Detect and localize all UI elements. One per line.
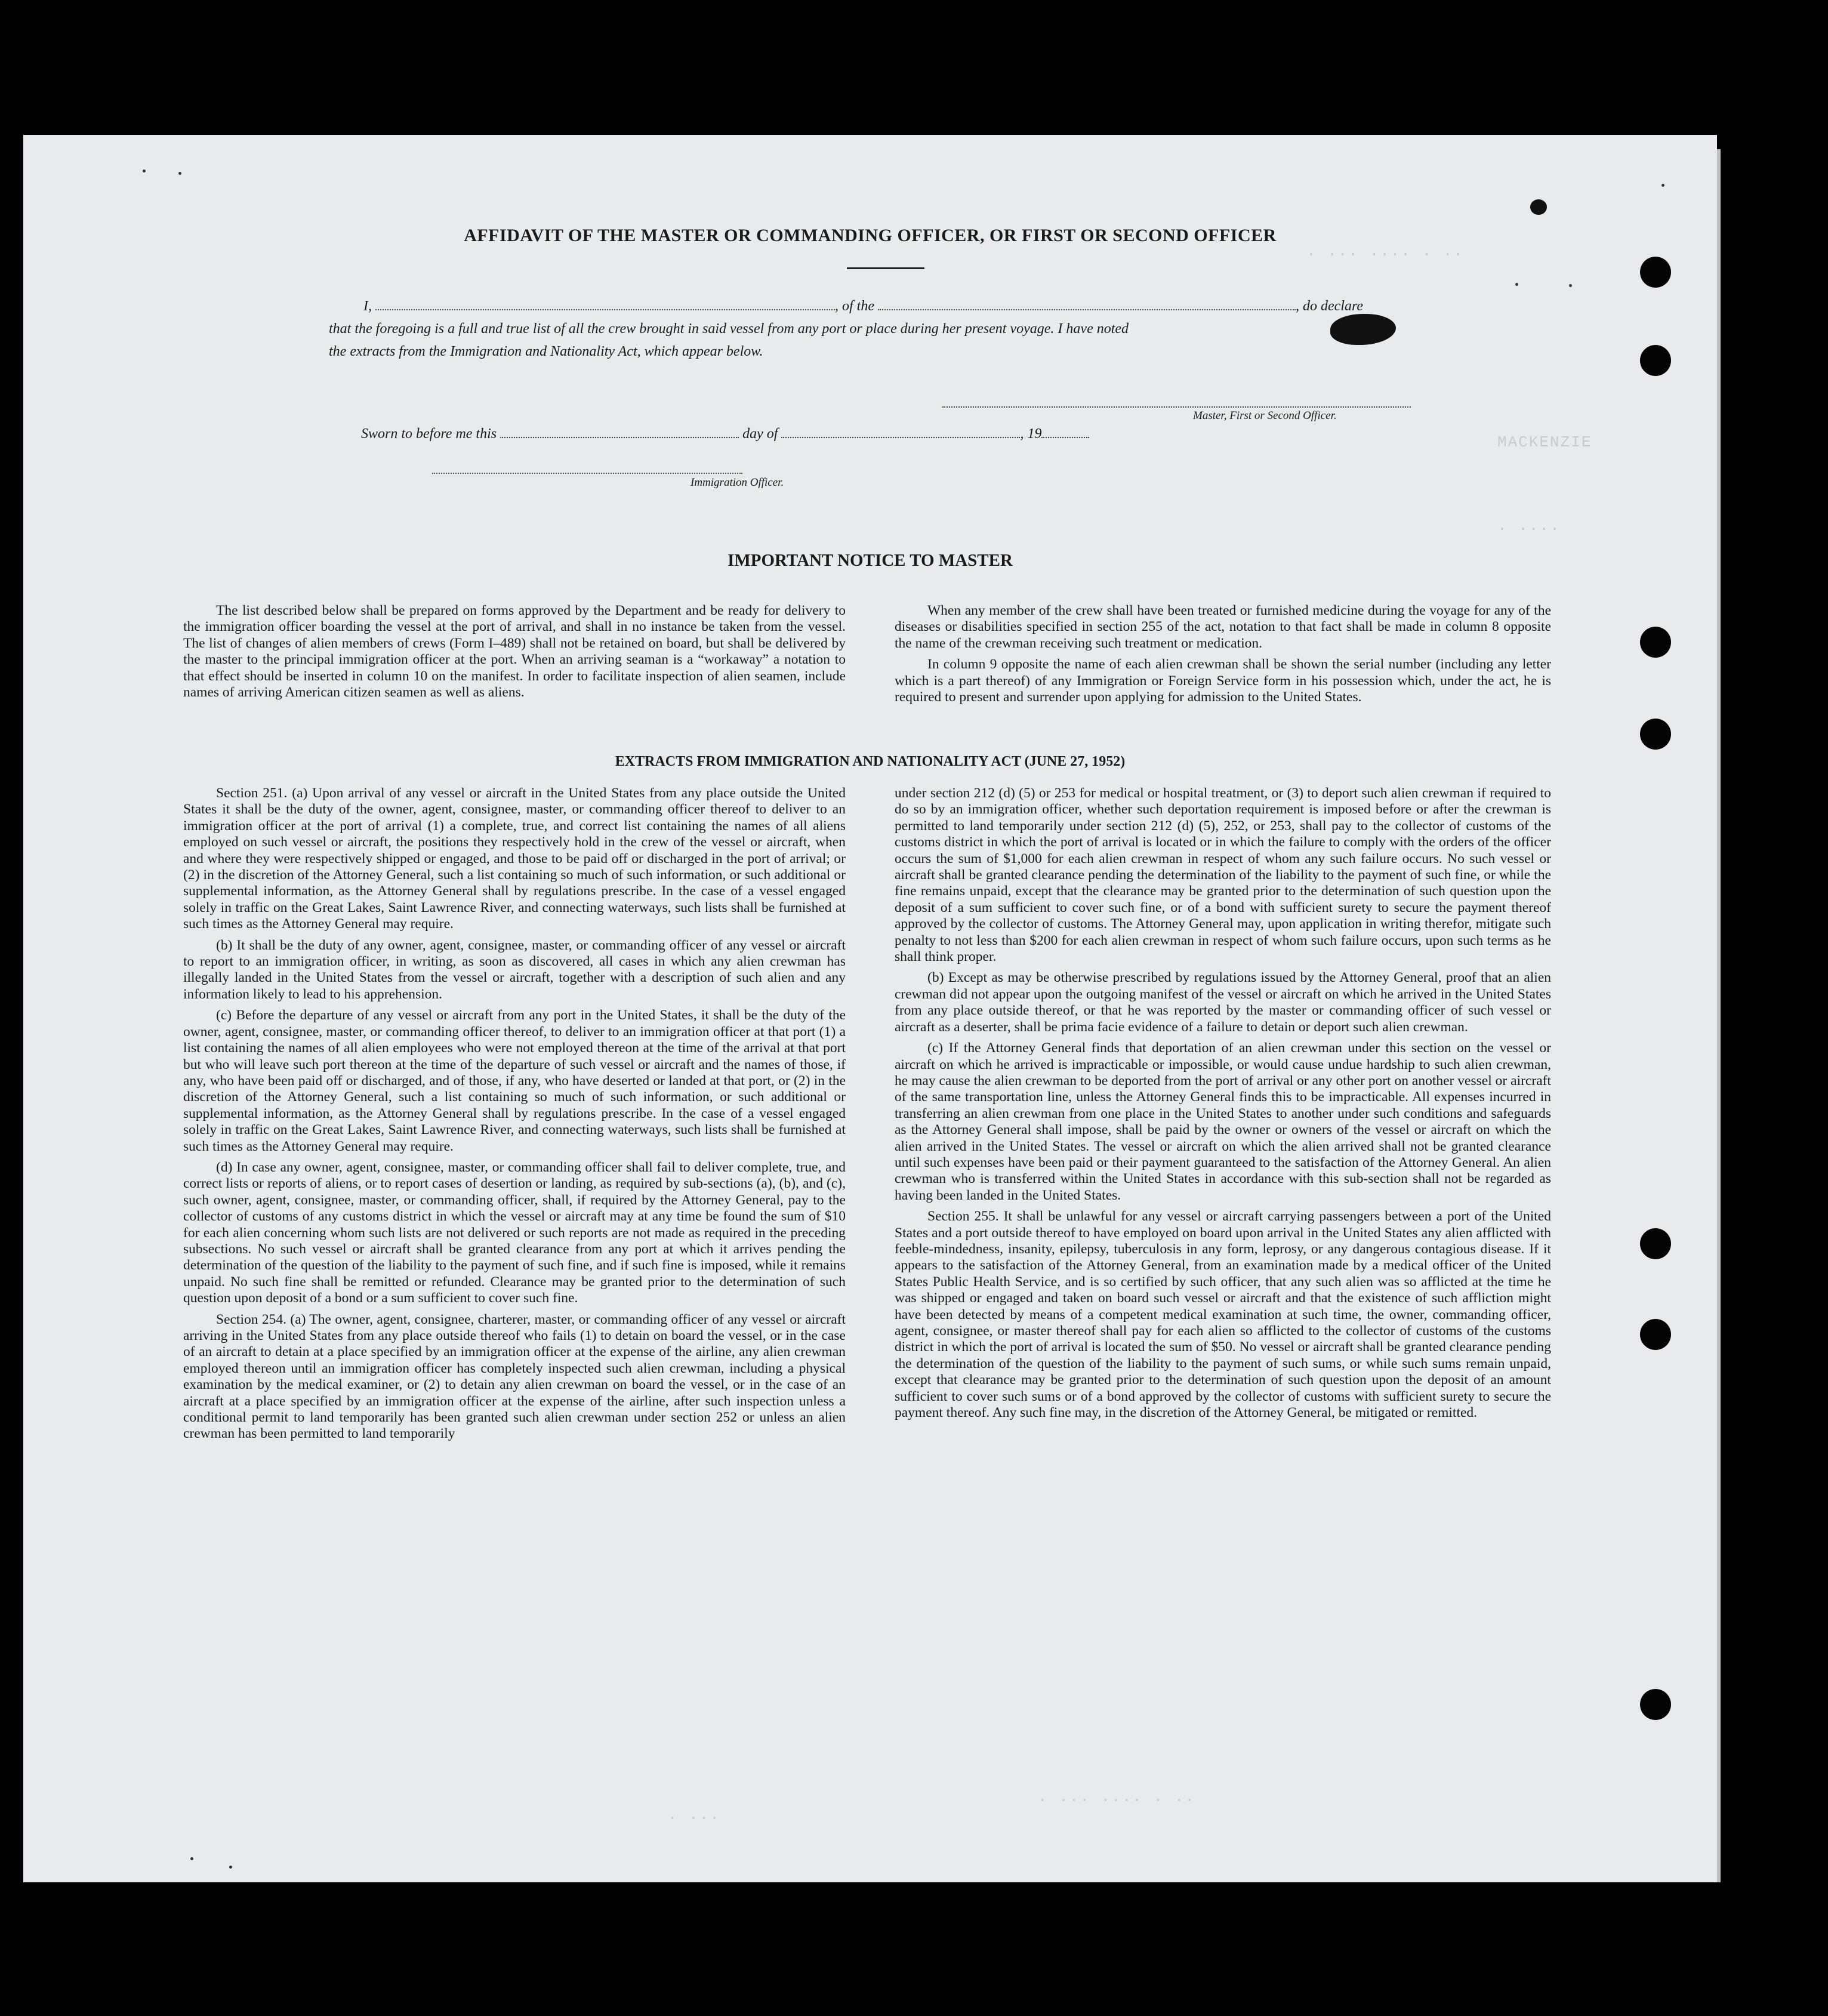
extract-paragraph: (c) Before the departure of any vessel or aircraft from any port in the United States, it shall be the duty of the owner, agent, consignee, master, or commanding officer thereof, to deliver to an immigration officer at that port (1) a list containing the names of all alien employees who were not employed thereon at the time of the arrival at that port but who will leave such port thereon at the time of the departure of such vessel or aircraft and the names of those, if any, who have been paid off or discharged, and of those, if any, who have deserted or landed at that port, or (2) in the discretion of the Attorney General, such a list containing so much of such information, or such additional or supplemental information, as the Attorney General shall by regulations prescribe. In the case of a vessel engaged solely in traffic on the Great Lakes, Saint Lawrence River, and connecting waterways, such lists shall be furnished at such times as the Attorney General may require. bbox=[183, 1007, 846, 1154]
punch-hole bbox=[1640, 1689, 1671, 1720]
extracts-title: EXTRACTS FROM IMMIGRATION AND NATIONALITY ACT (JUNE 27, 1952) bbox=[615, 754, 1126, 769]
sworn-line bbox=[361, 426, 1089, 442]
sworn-year-field[interactable] bbox=[1041, 427, 1089, 438]
extract-paragraph: Section 251. (a) Upon arrival of any vessel or aircraft in the United States from any place outside the United States it shall be the duty of the owner, agent, consignee, master, or commanding officer thereof to deliver to an immigration officer at the port of arrival (1) a complete, true, and correct list containing the names of all aliens employed on such vessel or aircraft, the positions they respectively hold in the crew of the vessel or aircraft, when and where they were respectively shipped or engaged, and those to be paid off or discharged in the port of arrival; or (2) in the discretion of the Attorney General, such a list containing so much of such information, or such additional or supplemental information, as the Attorney General shall by regulations prescribe. In the case of a vessel engaged solely in traffic on the Great Lakes, Saint Lawrence River, and connecting waterways, such lists shall be furnished at such times as the Attorney General may require. bbox=[183, 785, 846, 932]
sworn-day-field[interactable] bbox=[500, 427, 739, 438]
master-caption: Master, First or Second Officer. bbox=[1193, 409, 1337, 422]
bleed-through-text: . ... .... . .. bbox=[1306, 242, 1465, 260]
notice-paragraph: In column 9 opposite the name of each alien crewman shall be shown the serial number (including any letter which is a part thereof) of any Immigration or Foreign Service form in his possession which, under the act, he is required to present and surrender upon applying for admission to the United States. bbox=[895, 656, 1551, 705]
dust-speck bbox=[1661, 184, 1664, 187]
extract-paragraph: (d) In case any owner, agent, consignee, master, or commanding officer shall fail to deliver complete, true, and correct lists or reports of aliens, or to report cases of desertion or landing, as required by sub-sections (a), (b), and (c), such owner, agent, consignee, master, or commanding officer, shall, if required by the Attorney General, pay to the collector of customs of any customs district in which the vessel or aircraft may at any time be found the sum of $10 for each alien concerning whom such lists are not delivered or such reports are not made as required in the preceding subsections. No such vessel or aircraft shall be granted clearance from any port at which it arrives pending the determination of the question of the liability to the payment of such fine, and if such fine is imposed, while it remains unpaid. No such fine shall be remitted or refunded. Clearance may be granted prior to the determination of such question upon deposit of a bond or a sum sufficient to cover such fine. bbox=[183, 1159, 846, 1306]
declaration-line-3: the extracts from the Immigration and Nationality Act, which appear below. bbox=[329, 344, 763, 359]
extract-paragraph: Section 255. It shall be unlawful for any vessel or aircraft carrying passengers between a port of the United States and a port outside thereof to have employed on board upon arrival in the United States any alien afflicted with feeble-mindedness, insanity, epilepsy, tuberculosis in any form, leprosy, or any dangerous contagious disease. If it appears to the satisfaction of the Attorney General, from an examination made by a medical officer of the United States Public Health Service, and is so certified by such officer, that any such alien was so afflicted at the time he was shipped or engaged and taken on board such vessel or aircraft and that the existence of such affliction might have been detected by means of a competent medical examination at such time, the owner, commanding officer, agent, consignee, or master thereof shall pay for each alien so afflicted to the collector of customs of the customs district in which the port of arrival is located the sum of $50. No vessel or aircraft shall be granted clearance pending the determination of the question of the liability to the payment of such sums, or while such sums remain unpaid, except that clearance may be granted prior to the determination of such question upon the deposit of an amount sufficient to cover such sums or of a bond approved by the collector of customs with sufficient surety to secure the payment thereof. Any such fine may, in the discretion of the Attorney General, be mitigated or remitted. bbox=[895, 1209, 1551, 1421]
punch-hole bbox=[1640, 1228, 1671, 1259]
punch-hole bbox=[1640, 257, 1671, 288]
extracts-right-column bbox=[895, 785, 1551, 1426]
dust-speck bbox=[143, 169, 146, 172]
notice-paragraph: When any member of the crew shall have been treated or furnished medicine during the voyage for any of the diseases or disabilities specified in section 255 of the act, notation to that fact shall be made in column 8 opposite the name of the crewman receiving such treatment or medication. bbox=[895, 603, 1551, 651]
dust-speck bbox=[190, 1857, 193, 1860]
officer-signature-line[interactable] bbox=[432, 473, 742, 474]
affidavit-page bbox=[23, 135, 1717, 1882]
declaration-line-1 bbox=[363, 298, 1363, 315]
notice-title: IMPORTANT NOTICE TO MASTER bbox=[727, 551, 1013, 570]
sworn-label: Sworn to before me this bbox=[361, 426, 497, 442]
bleed-through-text: . ... bbox=[668, 1806, 721, 1824]
master-signature-line[interactable] bbox=[942, 406, 1411, 408]
dust-speck bbox=[1515, 283, 1518, 286]
extract-paragraph: (b) Except as may be otherwise prescribed by regulations issued by the Attorney General, proof that an alien crewman did not appear upon the outgoing manifest of the vessel or aircraft on which he arrived in the United States from any place outside thereof, or that he was reported by the master or commanding officer of such vessel or aircraft as a deserter, shall be prima facie evidence of a failure to detain or deport such alien crewman. bbox=[895, 970, 1551, 1035]
dust-speck bbox=[1569, 284, 1572, 287]
notice-right-column bbox=[895, 603, 1551, 710]
extract-paragraph: Section 254. (a) The owner, agent, consignee, charterer, master, or commanding officer of any vessel or aircraft arriving in the United States from any place outside thereof who fails (1) to detain on board the vessel, or in the case of an aircraft to detain at a place specified by an immigration officer at the expense of the airline, any alien crewman employed thereon until an immigration officer has completely inspected such alien crewman, including a physical examination by the medical examiner, or (2) to detain any alien crewman on board the vessel, or in the case of an aircraft at a place specified by an immigration officer at the expense of the airline, after such inspection unless a conditional permit to land temporarily has been granted such alien crewman under section 252 or unless an alien crewman has been permitted to land temporarily bbox=[183, 1311, 846, 1442]
sworn-month-field[interactable] bbox=[781, 427, 1020, 438]
bleed-through-text: . .... bbox=[1497, 517, 1561, 535]
vessel-name-field[interactable] bbox=[878, 299, 1296, 310]
affidavit-title: AFFIDAVIT OF THE MASTER OR COMMANDING OFFICER, OR FIRST OR SECOND OFFICER bbox=[464, 226, 1277, 245]
master-name-field[interactable] bbox=[375, 299, 835, 310]
extract-paragraph: (c) If the Attorney General finds that deportation of an alien crewman under this section on the vessel or aircraft on which he arrived is impracticable or impossible, or would cause undue hardship to such alien crewman, he may cause the alien crewman to be deported from the port of arrival or any other port on another vessel or aircraft of the same transportation line, unless the Attorney General finds this to be impracticable. All expenses incurred in transferring an alien crewman from one place in the United States to another under such conditions and safeguards as the Attorney General shall impose, shall be paid by the owner or owners of the vessel or aircraft on which the alien arrived in the United States. The vessel or aircraft on which the alien arrived shall not be granted clearance until such expenses have been paid or their payment guaranteed to the satisfaction of the Attorney General. An alien crewman who is transferred within the United States in accordance with this sub-section shall not be regarded as having been landed in the United States. bbox=[895, 1040, 1551, 1203]
ink-blot bbox=[1330, 314, 1396, 345]
punch-hole bbox=[1640, 719, 1671, 750]
dust-speck bbox=[178, 172, 181, 175]
bleed-through-text: MACKENZIE bbox=[1497, 433, 1592, 451]
notice-paragraph: The list described below shall be prepared on forms approved by the Department and be ready for delivery to the immigration officer boarding the vessel at the port of arrival, and shall in no instance be taken from the vessel. The list of changes of alien members of crews (Form I–489) shall not be retained on board, but shall be delivered by the master to the principal immigration officer at the port. When an arriving seaman is a “workaway” a notation to that effect should be inserted in column 10 on the manifest. In order to facilitate inspection of alien seamen, include names of arriving American citizen seamen as well as aliens. bbox=[183, 603, 846, 701]
notice-left-column bbox=[183, 603, 846, 705]
of-the-label: , of the bbox=[835, 298, 874, 314]
punch-hole bbox=[1640, 345, 1671, 376]
ink-spot bbox=[1530, 199, 1547, 215]
declaration-line-2: that the foregoing is a full and true list of all the crew brought in said vessel from any port or place during her present voyage. I have noted bbox=[329, 321, 1129, 337]
punch-hole bbox=[1640, 1319, 1671, 1350]
bleed-through-text: . ... .... . .. bbox=[1038, 1788, 1196, 1806]
do-declare-label: , do declare bbox=[1296, 298, 1364, 314]
year-label: , 19 bbox=[1020, 426, 1042, 442]
punch-hole bbox=[1640, 627, 1671, 658]
i-label: I, bbox=[363, 298, 372, 314]
day-of-label: day of bbox=[742, 426, 778, 442]
page-shadow-edge bbox=[1717, 149, 1721, 1882]
extracts-left-column bbox=[183, 785, 846, 1447]
dust-speck bbox=[229, 1866, 232, 1869]
extract-paragraph: (b) It shall be the duty of any owner, agent, consignee, master, or commanding officer of any vessel or aircraft to report to an immigration officer, in writing, as soon as discovered, all cases in which any alien crewman has illegally landed in the United States from the vessel or aircraft, together with a description of such alien and any information likely to lead to his apprehension. bbox=[183, 937, 846, 1002]
officer-caption: Immigration Officer. bbox=[690, 476, 784, 489]
title-divider bbox=[847, 267, 924, 269]
extract-paragraph: under section 212 (d) (5) or 253 for medical or hospital treatment, or (3) to deport such alien crewman if required to do so by an immigration officer, whether such deportation requirement is imposed before or after the crewman is permitted to land temporarily under section 212 (d) (5), 252, or 253, shall pay to the collector of customs of the customs district in which the port of arrival is located or in which the failure to comply with the orders of the officer occurs the sum of $1,000 for each alien crewman in respect of whom any such failure occurs. No such vessel or aircraft shall be granted clearance pending the determination of the liability to the payment of such fine, or while the fine remains unpaid, except that the clearance may be granted prior to the determination of such question upon the deposit of a sum sufficient to cover such fine, or of a bond with sufficient surety to secure the payment thereof approved by the collector of customs. The Attorney General may, upon application in writing therefor, mitigate such penalty to not less than $200 for each alien crewman in respect of whom such failure occurs, upon such terms as he shall think proper. bbox=[895, 785, 1551, 965]
